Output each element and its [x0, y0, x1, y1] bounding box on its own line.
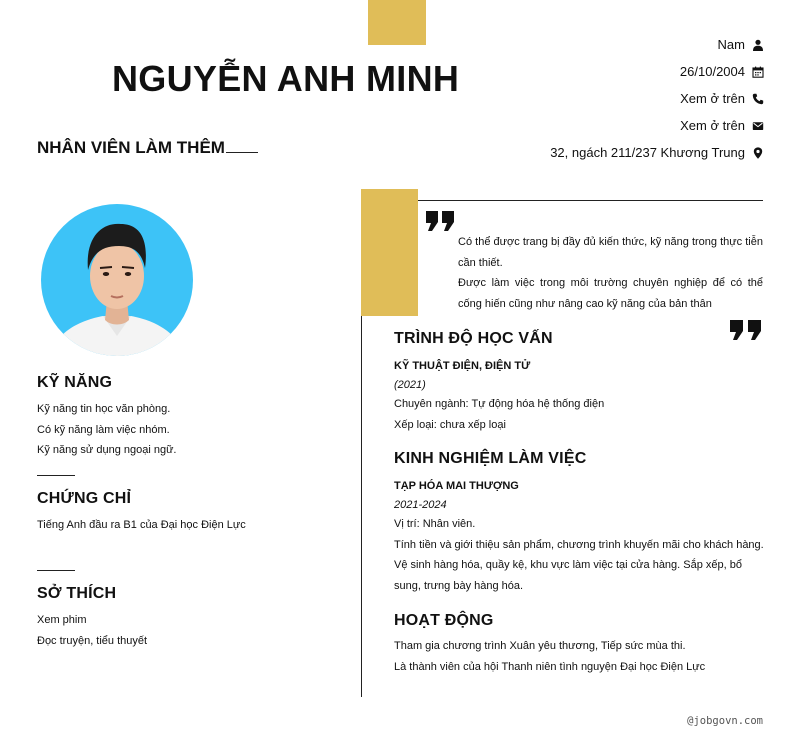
contact-email-text: Xem ở trên	[680, 118, 745, 133]
certificates-section	[37, 490, 246, 536]
person-icon	[752, 39, 764, 51]
objective-line: Được làm việc trong môi trường chuyên nghiệp để có thể cống hiến cũng như nâng cao kỹ năng của bản thân	[458, 277, 763, 310]
column-divider	[361, 316, 362, 697]
education-major: Chuyên ngành: Tự động hóa hệ thống điện	[394, 398, 605, 410]
experience-title: KINH NGHIỆM LÀM VIỆC	[394, 450, 587, 467]
top-accent-block	[368, 0, 426, 45]
experience-duty: Vệ sinh hàng hóa, quầy kệ, khu vực làm việc tại cửa hàng. Sắp xếp, bổ sung, trưng bày hàng hóa.	[394, 559, 742, 593]
activity-item: Tham gia chương trình Xuân yêu thương, Tiếp sức mùa thi.	[394, 640, 686, 652]
contact-address-text: 32, ngách 211/237 Khương Trung	[550, 145, 745, 160]
skill-item: Kỹ năng tin học văn phòng.	[37, 403, 171, 415]
contact-birthday	[550, 58, 764, 85]
skill-item: Kỹ năng sử dụng ngoại ngữ.	[37, 444, 177, 456]
quote-open-icon	[426, 211, 456, 231]
avatar	[41, 204, 193, 356]
education-title: TRÌNH ĐỘ HỌC VẤN	[394, 330, 553, 347]
location-icon	[752, 147, 764, 159]
contact-gender	[550, 31, 764, 58]
skill-item: Có kỹ năng làm việc nhóm.	[37, 423, 170, 436]
calendar-icon	[752, 66, 764, 78]
hobbies-section	[37, 585, 147, 651]
contact-birthday-text: 26/10/2004	[679, 64, 745, 79]
section-divider	[37, 570, 75, 571]
job-position-text: NHÂN VIÊN LÀM THÊM	[37, 138, 225, 157]
quote-accent-block	[361, 189, 418, 316]
section-divider	[37, 475, 75, 476]
objective-top-rule	[418, 200, 763, 201]
company-name: TẠP HÓA MAI THƯỢNG	[394, 480, 519, 492]
objective-line: Có thể được trang bị đầy đủ kiến thức, kỹ năng trong thực tiễn cần thiết.	[458, 236, 763, 269]
hobby-item: Xem phim	[37, 614, 87, 626]
candidate-name: NGUYỄN ANH MINH	[112, 58, 460, 99]
certificates-title: CHỨNG CHỈ	[37, 490, 132, 507]
contact-phone-text: Xem ở trên	[680, 91, 745, 106]
activity-item: Là thành viên của hội Thanh niên tình nguyện Đại học Điện Lực	[394, 660, 706, 673]
watermark: @jobgovn.com	[687, 715, 763, 727]
experience-duty: Tính tiền và giới thiệu sản phẩm, chương trình khuyến mãi cho khách hàng.	[394, 538, 764, 551]
contact-list	[550, 31, 764, 166]
education-rank: Xếp loại: chưa xếp loại	[394, 418, 506, 431]
activities-section	[394, 612, 764, 677]
job-position	[37, 138, 258, 158]
email-icon	[752, 120, 764, 132]
experience-period: 2021-2024	[394, 498, 447, 511]
skills-section	[37, 374, 177, 461]
experience-role: Vị trí: Nhân viên.	[394, 518, 476, 530]
hobby-item: Đọc truyện, tiểu thuyết	[37, 634, 148, 647]
experience-section	[394, 450, 764, 597]
contact-address	[550, 139, 764, 166]
skills-title: KỸ NĂNG	[37, 374, 113, 391]
certificate-item: Tiếng Anh đầu ra B1 của Đại học Điện Lực	[37, 519, 246, 531]
education-year: (2021)	[394, 378, 426, 391]
career-objective	[458, 232, 763, 314]
phone-icon	[752, 93, 764, 105]
activities-title: HOẠT ĐỘNG	[394, 612, 494, 629]
contact-phone	[550, 85, 764, 112]
education-section	[394, 330, 764, 435]
contact-email	[550, 112, 764, 139]
school-name: KỸ THUẬT ĐIỆN, ĐIỆN TỬ	[394, 360, 531, 372]
contact-gender-text: Nam	[717, 37, 745, 52]
position-underline	[226, 152, 258, 153]
hobbies-title: SỞ THÍCH	[37, 585, 117, 602]
